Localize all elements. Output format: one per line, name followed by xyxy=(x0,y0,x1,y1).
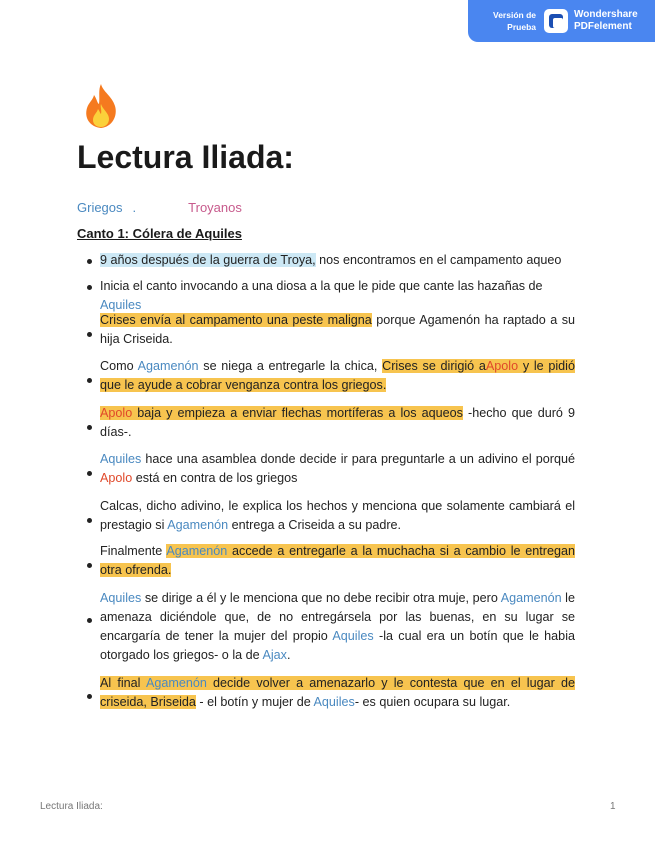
bullet-icon xyxy=(87,259,92,264)
legend xyxy=(77,200,242,216)
item-text: -hecho que duró 9 días-. xyxy=(100,406,575,439)
greek-name: Aquiles xyxy=(100,298,142,312)
section-heading: Canto 1: Cólera de Aquiles xyxy=(77,226,242,241)
item-text: . xyxy=(286,648,291,662)
item-text: Finalmente xyxy=(100,544,167,558)
highlighted-segment: baja y empieza a enviar flechas mortíferas a los aqueos xyxy=(132,406,463,420)
greek-name: Agamenón xyxy=(167,518,229,532)
highlighted-segment: Al final xyxy=(100,676,146,690)
item-text: se dirige a él y le menciona que no debe recibir otra muje, pero xyxy=(141,591,501,605)
bullet-icon xyxy=(87,694,92,699)
greek-name: Aquiles xyxy=(100,452,142,466)
highlighted-segment: decide volver a amenazarlo y le contesta que en el lugar de criseida, Briseida xyxy=(100,676,575,709)
item-text: Inicia el canto invocando a una diosa a la que le pide que cante las hazañas de xyxy=(100,279,543,293)
greek-name: Agamenón xyxy=(500,591,562,605)
list-item xyxy=(100,357,575,395)
bullet-icon xyxy=(87,563,92,568)
item-text: -la cual era un botín que le habia otorgado los griegos- o la de xyxy=(100,629,575,662)
list-item xyxy=(100,277,575,315)
item-text: porque Agamenón ha raptado a su hija Criseida. xyxy=(100,313,575,346)
list-item xyxy=(100,311,575,349)
bullet-icon xyxy=(87,471,92,476)
bullet-icon xyxy=(87,425,92,430)
bullet-icon xyxy=(87,618,92,623)
list-item xyxy=(100,404,575,442)
bullet-icon xyxy=(87,285,92,290)
page-title: Lectura Iliada: xyxy=(77,139,294,175)
greek-name: Agamenón xyxy=(166,544,228,558)
list-item xyxy=(100,542,575,580)
list-item xyxy=(100,251,575,270)
greek-name: Agamenón xyxy=(137,359,199,373)
highlighted-segment: accede a entregarle a la muchacha si a cambio le entregan otra ofrenda. xyxy=(100,544,575,577)
trial-label-line1: Versión de xyxy=(493,10,536,20)
bullet-icon xyxy=(87,332,92,337)
highlighted-text: 9 años después de la guerra de Troya, xyxy=(100,253,316,267)
item-text: entrega a Criseida a su padre. xyxy=(228,518,402,532)
bullet-icon xyxy=(87,518,92,523)
highlighted-segment: y le pidió que le ayude a cobrar venganza contra los griegos. xyxy=(100,359,575,392)
highlighted-text xyxy=(100,544,575,577)
brand-name-line1: Wondershare xyxy=(574,9,638,20)
footer-title: Lectura Iliada: xyxy=(40,801,103,812)
item-text: - el botín y mujer de xyxy=(195,695,314,709)
item-text: Calcas, dicho adivino, le explica los hechos y menciona que solamente cambiará el prestagio si xyxy=(100,499,575,532)
legend-separator: . xyxy=(132,200,137,215)
highlighted-text: Crises envía al campamento una peste maligna xyxy=(100,313,372,327)
trial-watermark-badge xyxy=(468,0,655,42)
list-item xyxy=(100,674,575,712)
greek-name: Aquiles xyxy=(100,591,142,605)
item-text: - es quien ocupara su lugar. xyxy=(354,695,511,709)
trojan-name: Apolo xyxy=(100,406,133,420)
highlighted-text xyxy=(100,406,463,420)
list-item xyxy=(100,450,575,488)
brand-name xyxy=(574,9,638,33)
trial-label-line2: Prueba xyxy=(507,22,536,32)
item-text: nos encontramos en el campamento aqueo xyxy=(315,253,562,267)
page-number: 1 xyxy=(610,801,616,812)
trojan-name: Apolo xyxy=(100,471,133,485)
bullet-icon xyxy=(87,378,92,383)
pdfelement-logo-icon xyxy=(544,9,568,33)
legend-troyanos: Troyanos xyxy=(188,200,242,215)
item-text: Como xyxy=(100,359,138,373)
item-text: se niega a entregarle la chica, xyxy=(198,359,383,373)
list-item xyxy=(100,497,575,535)
fire-icon xyxy=(80,82,122,130)
item-text: le amenaza diciéndole que, de no entregársela por las buenas, en su lugar se encargaría de tener la mujer del propio xyxy=(100,591,575,643)
trojan-name: Apolo xyxy=(485,359,519,373)
item-text: hace una asamblea donde decide ir para preguntarle a un adivino el porqué xyxy=(141,452,575,466)
greek-name: Aquiles xyxy=(332,629,374,643)
greek-name: Agamenón xyxy=(145,676,207,690)
trial-label xyxy=(468,9,536,33)
list-item xyxy=(100,589,575,665)
item-text: está en contra de los griegos xyxy=(132,471,298,485)
legend-griegos: Griegos xyxy=(77,200,123,215)
greek-name: Ajax xyxy=(262,648,287,662)
highlighted-segment: Crises se dirigió a xyxy=(382,359,486,373)
brand-name-line2: PDFelement xyxy=(574,21,632,32)
greek-name: Aquiles xyxy=(313,695,355,709)
